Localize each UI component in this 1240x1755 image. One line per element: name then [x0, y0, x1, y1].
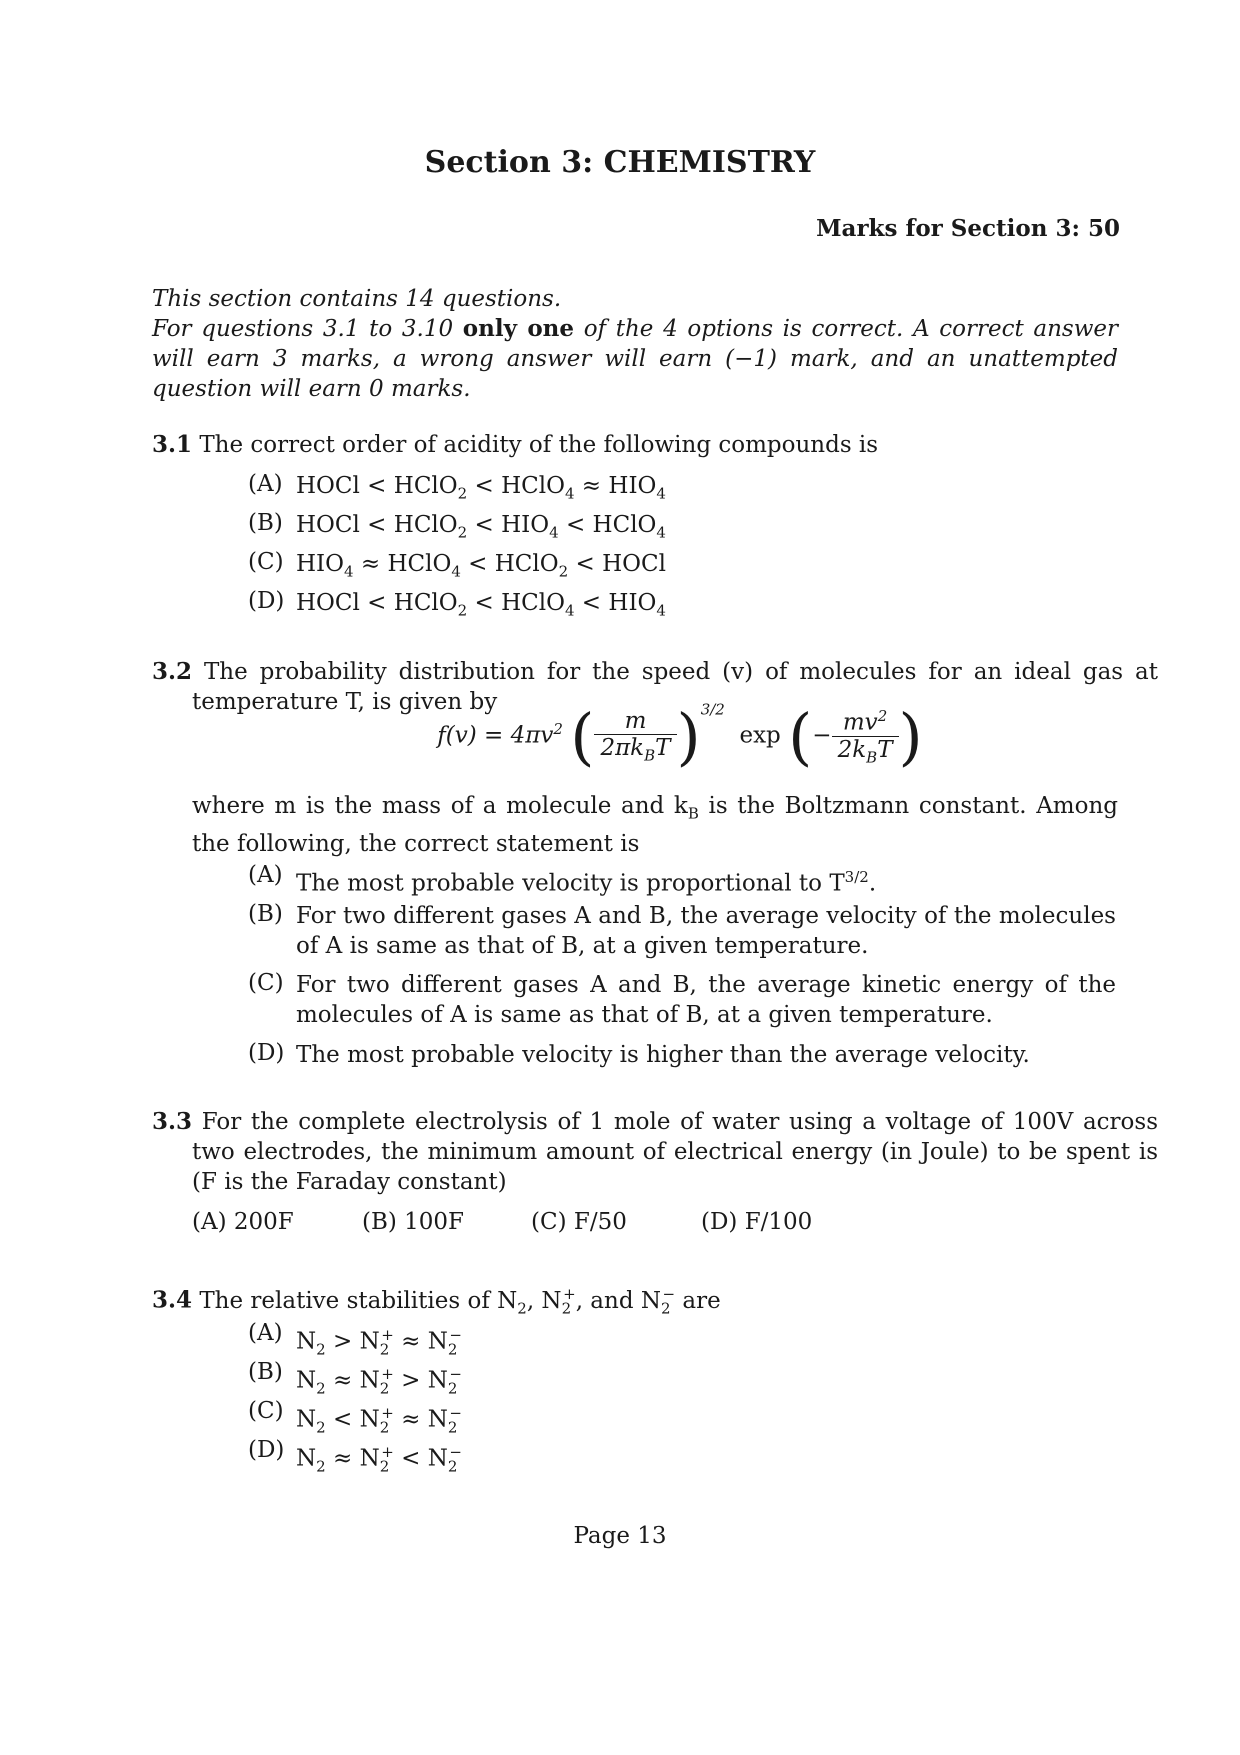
section-marks: Marks for Section 3: 50 [816, 215, 1120, 242]
instruction-line-2: For questions 3.1 to 3.10 only one of the 4 options is correct. A correct answer will earn 3 marks, a wrong answer will earn (−1) mark, and an unattempted question will earn 0 marks. [152, 315, 1118, 402]
maxwell-distribution-formula: $f(v) = 4\pi v^2$ ( $\frac{m}{2\pi k_BT}$ )$^{3/2}$ exp (− $\frac{mv^2}{2k_BT}$ ) [437, 700, 923, 773]
option-formula: $N_2 < N_2^+ \approx N_2^-$ [296, 1404, 462, 1437]
option-label: (D) [248, 588, 285, 614]
option-text: For two different gases A and B, the average velocity of the molecules of A is same as that of B, at a given temperature. [296, 903, 1116, 959]
option-label: (C) [248, 970, 284, 996]
instruction-line-1: This section contains 14 questions. [152, 286, 562, 312]
question-text: The probability distribution for the speed (v) of molecules for an ideal gas at temperature T, is given by [192, 659, 1159, 715]
option-label: (A) [248, 1320, 283, 1346]
question-text: For the complete electrolysis of 1 mole of water using a voltage of 100V across two electrodes, the minimum amount of electrical energy (in Joule) to be spent is (F is the Faraday constant) [192, 1109, 1158, 1195]
option-formula: $HIO_4$ ≈ HClO$_4$ < HClO$_2$ < HOCl [296, 551, 666, 581]
option-label: (B) [248, 1359, 283, 1385]
question-3-4 [152, 1279, 1158, 1323]
option-text: For two different gases A and B, the average kinetic energy of the molecules of A is same as that of B, at a given temperature. [296, 972, 1116, 1028]
section-title: Section 3: CHEMISTRY [424, 145, 816, 180]
option-3-3-b[interactable]: (B) 100F [362, 1209, 465, 1235]
option-text: The most probable velocity is higher than the average velocity. [296, 1042, 1030, 1068]
option-label: (C) [248, 1398, 284, 1424]
question-number: 3.4 [152, 1286, 193, 1314]
option-formula: $N_2 \approx N_2^+ > N_2^-$ [296, 1365, 462, 1398]
option-formula: HOCl < HClO$_2$ < HClO$_4$ ≈ $HIO_4$ [296, 473, 666, 503]
option-label: (D) [248, 1040, 285, 1066]
question-number: 3.3 [152, 1108, 193, 1135]
option-label: (C) [248, 549, 284, 575]
option-label: (B) [248, 901, 283, 927]
option-3-3-a[interactable]: (A) 200F [192, 1209, 294, 1235]
option-3-3-c[interactable]: (C) F/50 [531, 1209, 627, 1235]
option-label: (D) [248, 1437, 285, 1463]
page-number: Page 13 [573, 1523, 667, 1549]
option-formula: HOCl < HClO$_2$ < HClO$_4$ < $HIO_4$ [296, 590, 666, 620]
question-3-2-continuation: where m is the mass of a molecule and $k_B$ is the Boltzmann constant. Among the following, the correct statement is [192, 793, 1118, 857]
question-3-3 [152, 1107, 1158, 1197]
question-number: 3.2 [152, 658, 193, 685]
option-label: (A) [248, 862, 283, 888]
option-formula: $N_2 > N_2^+ \approx N_2^-$ [296, 1326, 462, 1359]
section-instructions [152, 284, 1118, 404]
question-3-3-options [192, 1209, 1092, 1241]
question-number: 3.1 [152, 431, 193, 458]
question-3-1 [152, 430, 1158, 460]
option-3-3-d[interactable]: (D) F/100 [701, 1209, 813, 1235]
question-text: The correct order of acidity of the following compounds is [199, 432, 879, 458]
question-text: The relative stabilities of $N_2$, $N_2^+$, and $N_2^-$ are [199, 1285, 721, 1318]
option-text: The most probable velocity is proportional to $T^{3/2}$. [296, 868, 877, 897]
option-label: (A) [248, 471, 283, 497]
option-formula: HOCl < HClO$_2$ < $HIO_4$ < HClO$_4$ [296, 512, 666, 542]
option-label: (B) [248, 510, 283, 536]
option-formula: $N_2 \approx N_2^+ < N_2^-$ [296, 1443, 462, 1476]
